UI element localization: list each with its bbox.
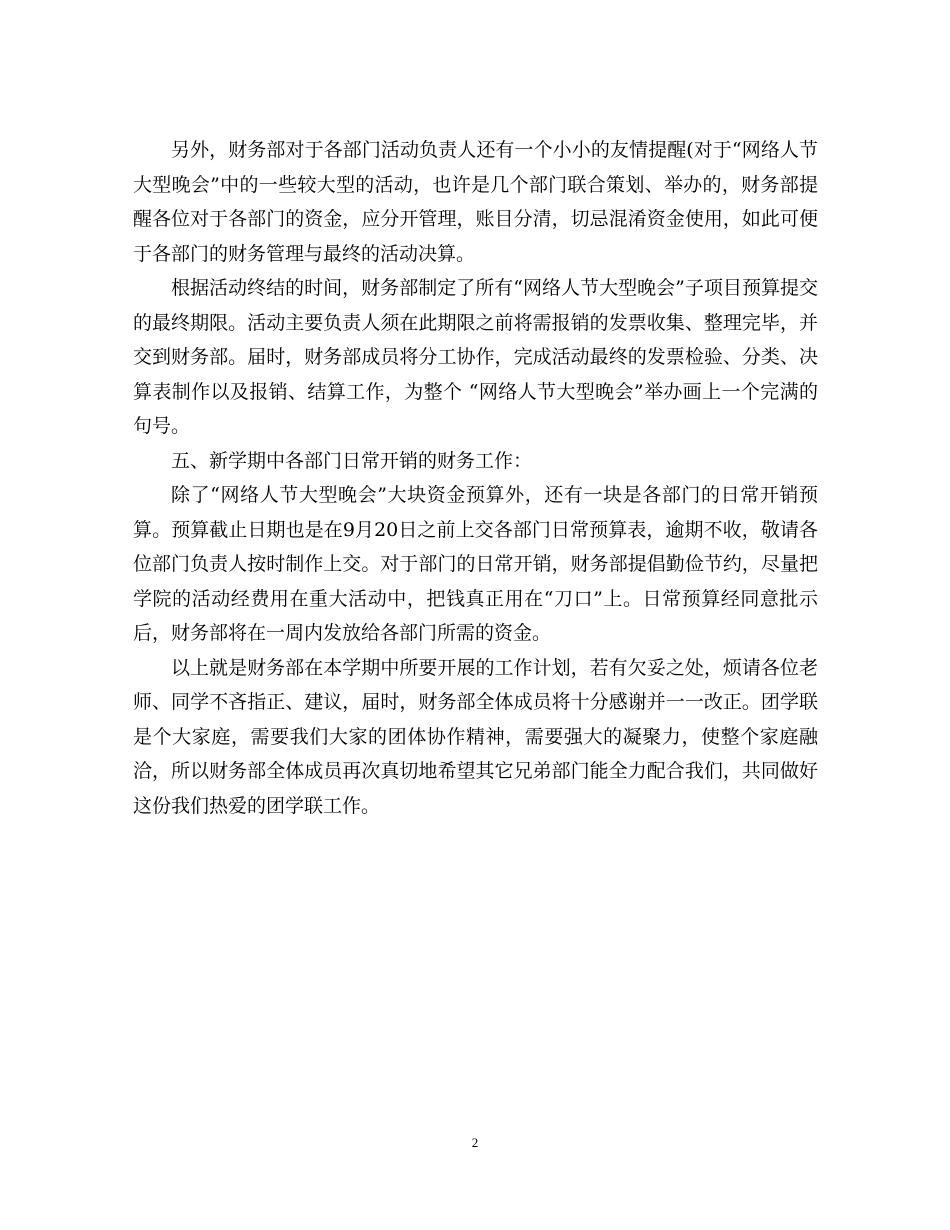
paragraph-3-heading: 五、新学期中各部门日常开销的财务工作： — [171, 449, 533, 472]
paragraph-5: 以上就是财务部在本学期中所要开展的工作计划，若有欠妥之处，烦请各位老师、同学不吝指正、建议，届时，财务部全体成员将十分感谢并一一改正。团学联是个大家庭，需要我们大家的团体协作精神，需要强大的凝聚力，使整个家庭融洽，所以财务部全体成员再次真切地希望其它兄弟部门能全力配合我们，共同做好这份我们热爱的团学联工作。 — [133, 656, 818, 817]
paragraph-2: 根据活动终结的时间，财务部制定了所有“网络人节大型晚会”子项目预算提交的最终期限。活动主要负责人须在此期限之前将需报销的发票收集、整理完毕，并交到财务部。届时，财务部成员将分工协作，完成活动最终的发票检验、分类、决算表制作以及报销、结算工作，为整个 “网络人节大型晚会”举办画上一个完满的句号。 — [133, 277, 818, 437]
paragraph-4: 除了“网络人节大型晚会”大块资金预算外，还有一块是各部门的日常开销预算。预算截止日期也是在9月20日之前上交各部门日常预算表，逾期不收，敬请各位部门负责人按时制作上交。对于部门的日常开销，财务部提倡勤俭节约，尽量把学院的活动经费用在重大活动中，把钱真正用在“刀口”上。日常预算经同意批示后，财务部将在一周内发放给各部门所需的资金。 — [133, 484, 818, 644]
document-body — [133, 133, 818, 823]
page-number: 2 — [471, 1135, 479, 1150]
paragraph-1: 另外，财务部对于各部门活动负责人还有一个小小的友情提醒(对于“网络人节大型晚会”中的一些较大型的活动，也许是几个部门联合策划、举办的，财务部提醒各位对于各部门的资金，应分开管理，账目分清，切忌混淆资金使用，如此可便于各部门的财务管理与最终的活动决算。 — [133, 139, 818, 265]
